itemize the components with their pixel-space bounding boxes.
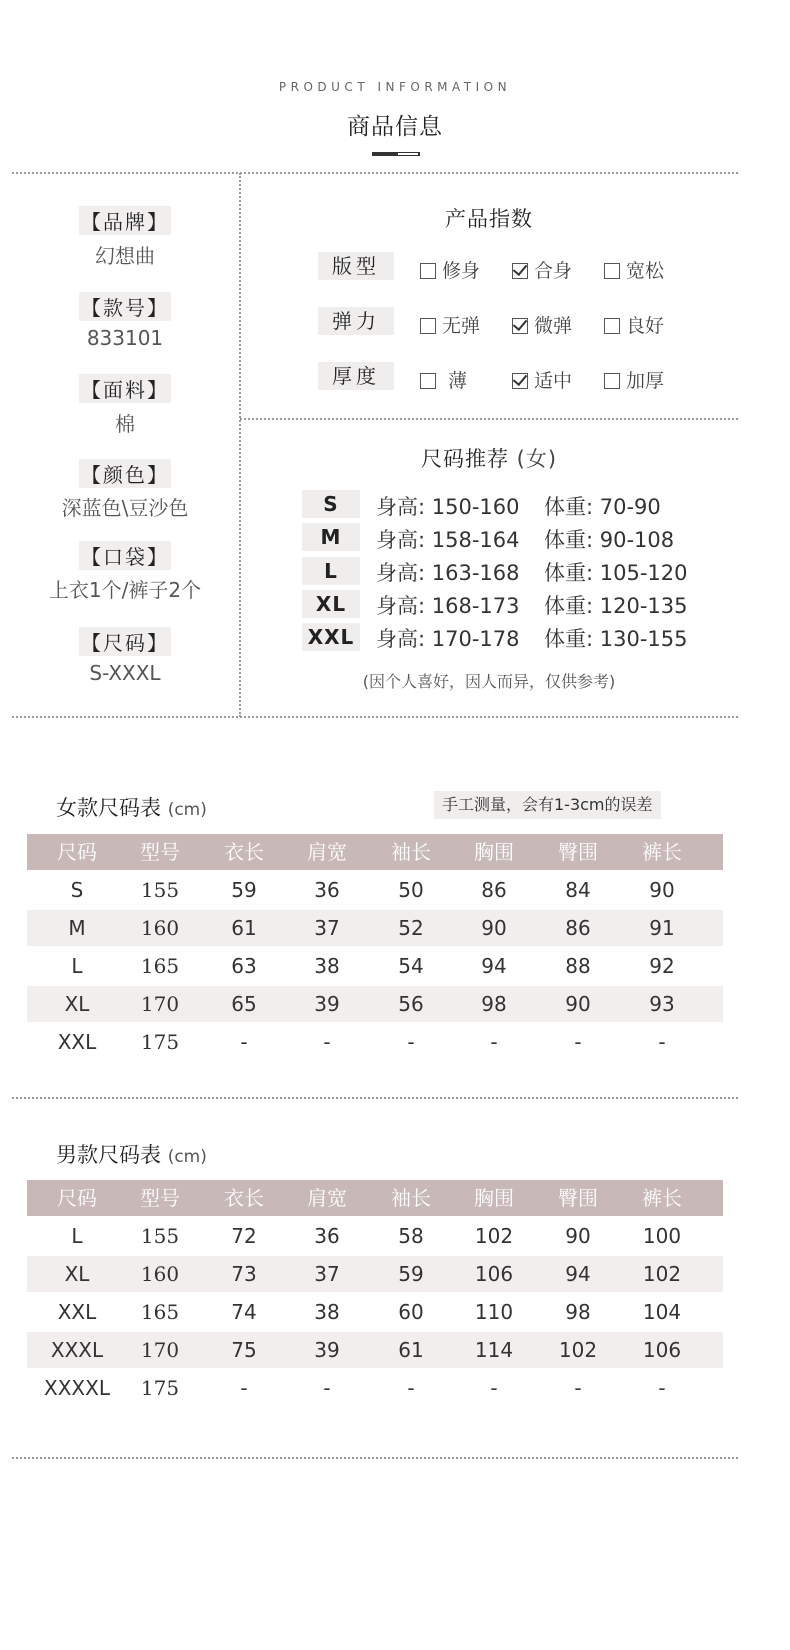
index-option[interactable]: 加厚	[604, 366, 664, 393]
size-pill: XL	[302, 590, 360, 618]
table-cell: 175	[140, 1030, 180, 1054]
table-row	[27, 910, 723, 946]
table-cell: XXXXL	[44, 1376, 110, 1400]
checkbox-icon[interactable]	[604, 263, 620, 279]
table-cell: 160	[140, 1262, 180, 1286]
table-cell: 39	[314, 992, 340, 1016]
table-cell: M	[68, 916, 86, 940]
table-cell: 38	[314, 1300, 340, 1324]
table-cell: 90	[565, 1224, 591, 1248]
size-weight: 体重: 70-90	[544, 495, 661, 519]
measure-error-note: 手工测量，会有1-3cm的误差	[434, 791, 661, 819]
table-cell: 86	[565, 916, 591, 940]
index-option[interactable]: 微弹	[512, 311, 572, 338]
checkbox-checked-icon[interactable]	[512, 263, 528, 279]
size-height: 身高: 163-168	[376, 561, 520, 585]
table-cell: 104	[642, 1300, 682, 1324]
table-cell: 56	[398, 992, 424, 1016]
table-cell: 93	[649, 992, 675, 1016]
table-cell: XXXL	[50, 1338, 104, 1362]
checkbox-icon[interactable]	[604, 318, 620, 334]
table-cell: XL	[64, 1262, 90, 1286]
header-cell: 尺码	[57, 840, 97, 864]
index-label: 弹力	[318, 307, 394, 335]
table-cell: 63	[231, 954, 257, 978]
index-option[interactable]: 宽松	[604, 256, 664, 283]
header-cell: 型号	[140, 840, 180, 864]
size-pill: XXL	[302, 623, 360, 651]
table-cell: -	[658, 1030, 666, 1054]
table-row	[27, 1024, 723, 1060]
header-cell: 型号	[140, 1186, 180, 1210]
size-weight: 体重: 105-120	[544, 561, 688, 585]
info-value: 深蓝色\豆沙色	[61, 496, 189, 520]
index-label: 厚度	[318, 362, 394, 390]
header-cell: 衣长	[224, 1186, 264, 1210]
table-row	[27, 1256, 723, 1292]
index-option[interactable]: 适中	[512, 366, 572, 393]
header-cell: 臀围	[558, 840, 598, 864]
divider	[12, 1457, 738, 1459]
table-cell: XXL	[57, 1300, 97, 1324]
table-cell: 98	[481, 992, 507, 1016]
checkbox-icon[interactable]	[420, 263, 436, 279]
table-cell: 160	[140, 916, 180, 940]
table-cell: L	[71, 954, 83, 978]
index-title: 产品指数	[445, 207, 533, 231]
table-row	[27, 948, 723, 984]
index-option[interactable]: 合身	[512, 256, 572, 283]
table-cell: -	[490, 1030, 498, 1054]
title-underline	[372, 152, 420, 156]
header-cell: 裤长	[642, 1186, 682, 1210]
table-cell: 170	[140, 1338, 180, 1362]
table-cell: -	[490, 1376, 498, 1400]
info-label: 【口袋】	[0, 541, 250, 570]
table-row	[27, 1332, 723, 1368]
table-cell: 102	[474, 1224, 514, 1248]
table-cell: 58	[398, 1224, 424, 1248]
index-option[interactable]: 无弹	[420, 311, 480, 338]
table-cell: -	[323, 1030, 331, 1054]
divider	[12, 172, 738, 174]
table-cell: 52	[398, 916, 424, 940]
divider	[240, 418, 738, 420]
table-cell: -	[574, 1030, 582, 1054]
table-cell: XL	[64, 992, 90, 1016]
table-cell: 155	[140, 878, 180, 902]
info-label: 【款号】	[0, 292, 250, 321]
info-value: 幻想曲	[95, 244, 155, 268]
table-row	[27, 1294, 723, 1330]
table-cell: 65	[231, 992, 257, 1016]
table-cell: 90	[481, 916, 507, 940]
table-cell: 39	[314, 1338, 340, 1362]
size-pill: M	[302, 523, 360, 551]
table-cell: 72	[231, 1224, 257, 1248]
table-cell: L	[71, 1224, 83, 1248]
women-table-title: 女款尺码表 (cm)	[56, 796, 207, 820]
table-cell: 36	[314, 878, 340, 902]
header-cell: 尺码	[57, 1186, 97, 1210]
table-cell: 94	[481, 954, 507, 978]
info-label: 【颜色】	[0, 459, 250, 488]
size-pill: L	[302, 557, 360, 585]
header-cell: 臀围	[558, 1186, 598, 1210]
info-label: 【尺码】	[0, 627, 250, 656]
table-cell: 92	[649, 954, 675, 978]
size-height: 身高: 150-160	[376, 495, 520, 519]
table-cell: 165	[140, 1300, 180, 1324]
table-cell: 98	[565, 1300, 591, 1324]
men-table-title: 男款尺码表 (cm)	[56, 1143, 207, 1167]
table-cell: 90	[649, 878, 675, 902]
index-option[interactable]: 良好	[604, 311, 664, 338]
table-cell: 61	[231, 916, 257, 940]
info-value: 上衣1个/裤子2个	[48, 578, 202, 602]
size-rec-title: 尺码推荐 (女)	[420, 447, 558, 471]
size-rec-note: (因个人喜好，因人而异，仅供参考)	[362, 672, 616, 691]
table-cell: -	[658, 1376, 666, 1400]
table-cell: 38	[314, 954, 340, 978]
info-label: 【面料】	[0, 374, 250, 403]
checkbox-icon[interactable]	[420, 373, 436, 389]
table-cell: 86	[481, 878, 507, 902]
table-cell: -	[240, 1030, 248, 1054]
header-cell: 裤长	[642, 840, 682, 864]
table-cell: 36	[314, 1224, 340, 1248]
table-cell: 74	[231, 1300, 257, 1324]
info-value: 棉	[115, 412, 135, 436]
table-cell: 91	[649, 916, 675, 940]
table-cell: 37	[314, 916, 340, 940]
checkbox-icon[interactable]	[604, 373, 620, 389]
header-cell: 肩宽	[307, 840, 347, 864]
checkbox-checked-icon[interactable]	[512, 318, 528, 334]
table-cell: 84	[565, 878, 591, 902]
table-cell: 54	[398, 954, 424, 978]
table-row	[27, 1370, 723, 1406]
info-label: 【品牌】	[0, 206, 250, 235]
header-cell: 衣长	[224, 840, 264, 864]
size-height: 身高: 168-173	[376, 594, 520, 618]
size-height: 身高: 170-178	[376, 627, 520, 651]
page-subtitle: PRODUCT INFORMATION	[278, 80, 512, 94]
size-weight: 体重: 90-108	[544, 528, 675, 552]
table-cell: 102	[558, 1338, 598, 1362]
header-cell: 胸围	[474, 840, 514, 864]
table-cell: 106	[474, 1262, 514, 1286]
table-cell: S	[70, 878, 84, 902]
table-cell: -	[407, 1376, 415, 1400]
size-height: 身高: 158-164	[376, 528, 520, 552]
table-cell: 50	[398, 878, 424, 902]
table-cell: 61	[398, 1338, 424, 1362]
index-option[interactable]: 薄	[420, 366, 467, 393]
table-header	[27, 1180, 723, 1216]
table-cell: 165	[140, 954, 180, 978]
table-cell: 94	[565, 1262, 591, 1286]
table-row	[27, 872, 723, 908]
table-cell: -	[574, 1376, 582, 1400]
divider	[12, 716, 738, 718]
table-cell: 110	[474, 1300, 514, 1324]
page-title: 商品信息	[347, 114, 443, 140]
table-cell: 59	[231, 878, 257, 902]
checkbox-icon[interactable]	[420, 318, 436, 334]
size-weight: 体重: 130-155	[544, 627, 688, 651]
table-row	[27, 986, 723, 1022]
table-cell: 170	[140, 992, 180, 1016]
table-cell: -	[240, 1376, 248, 1400]
table-cell: 73	[231, 1262, 257, 1286]
info-value: 833101	[86, 326, 164, 350]
table-cell: -	[407, 1030, 415, 1054]
table-cell: 114	[474, 1338, 514, 1362]
size-weight: 体重: 120-135	[544, 594, 688, 618]
table-cell: XXL	[57, 1030, 97, 1054]
table-cell: 75	[231, 1338, 257, 1362]
table-cell: 155	[140, 1224, 180, 1248]
table-cell: 175	[140, 1376, 180, 1400]
table-cell: 37	[314, 1262, 340, 1286]
table-header	[27, 834, 723, 870]
index-option[interactable]: 修身	[420, 256, 480, 283]
index-label: 版型	[318, 252, 394, 280]
table-cell: -	[323, 1376, 331, 1400]
checkbox-checked-icon[interactable]	[512, 373, 528, 389]
info-value: S-XXXL	[89, 661, 161, 685]
table-cell: 59	[398, 1262, 424, 1286]
header-cell: 袖长	[391, 840, 431, 864]
header-cell: 肩宽	[307, 1186, 347, 1210]
header-cell: 胸围	[474, 1186, 514, 1210]
table-row	[27, 1218, 723, 1254]
table-cell: 60	[398, 1300, 424, 1324]
size-pill: S	[302, 490, 360, 518]
table-cell: 100	[642, 1224, 682, 1248]
table-cell: 88	[565, 954, 591, 978]
table-cell: 102	[642, 1262, 682, 1286]
table-cell: 106	[642, 1338, 682, 1362]
header-cell: 袖长	[391, 1186, 431, 1210]
divider	[12, 1097, 738, 1099]
table-cell: 90	[565, 992, 591, 1016]
